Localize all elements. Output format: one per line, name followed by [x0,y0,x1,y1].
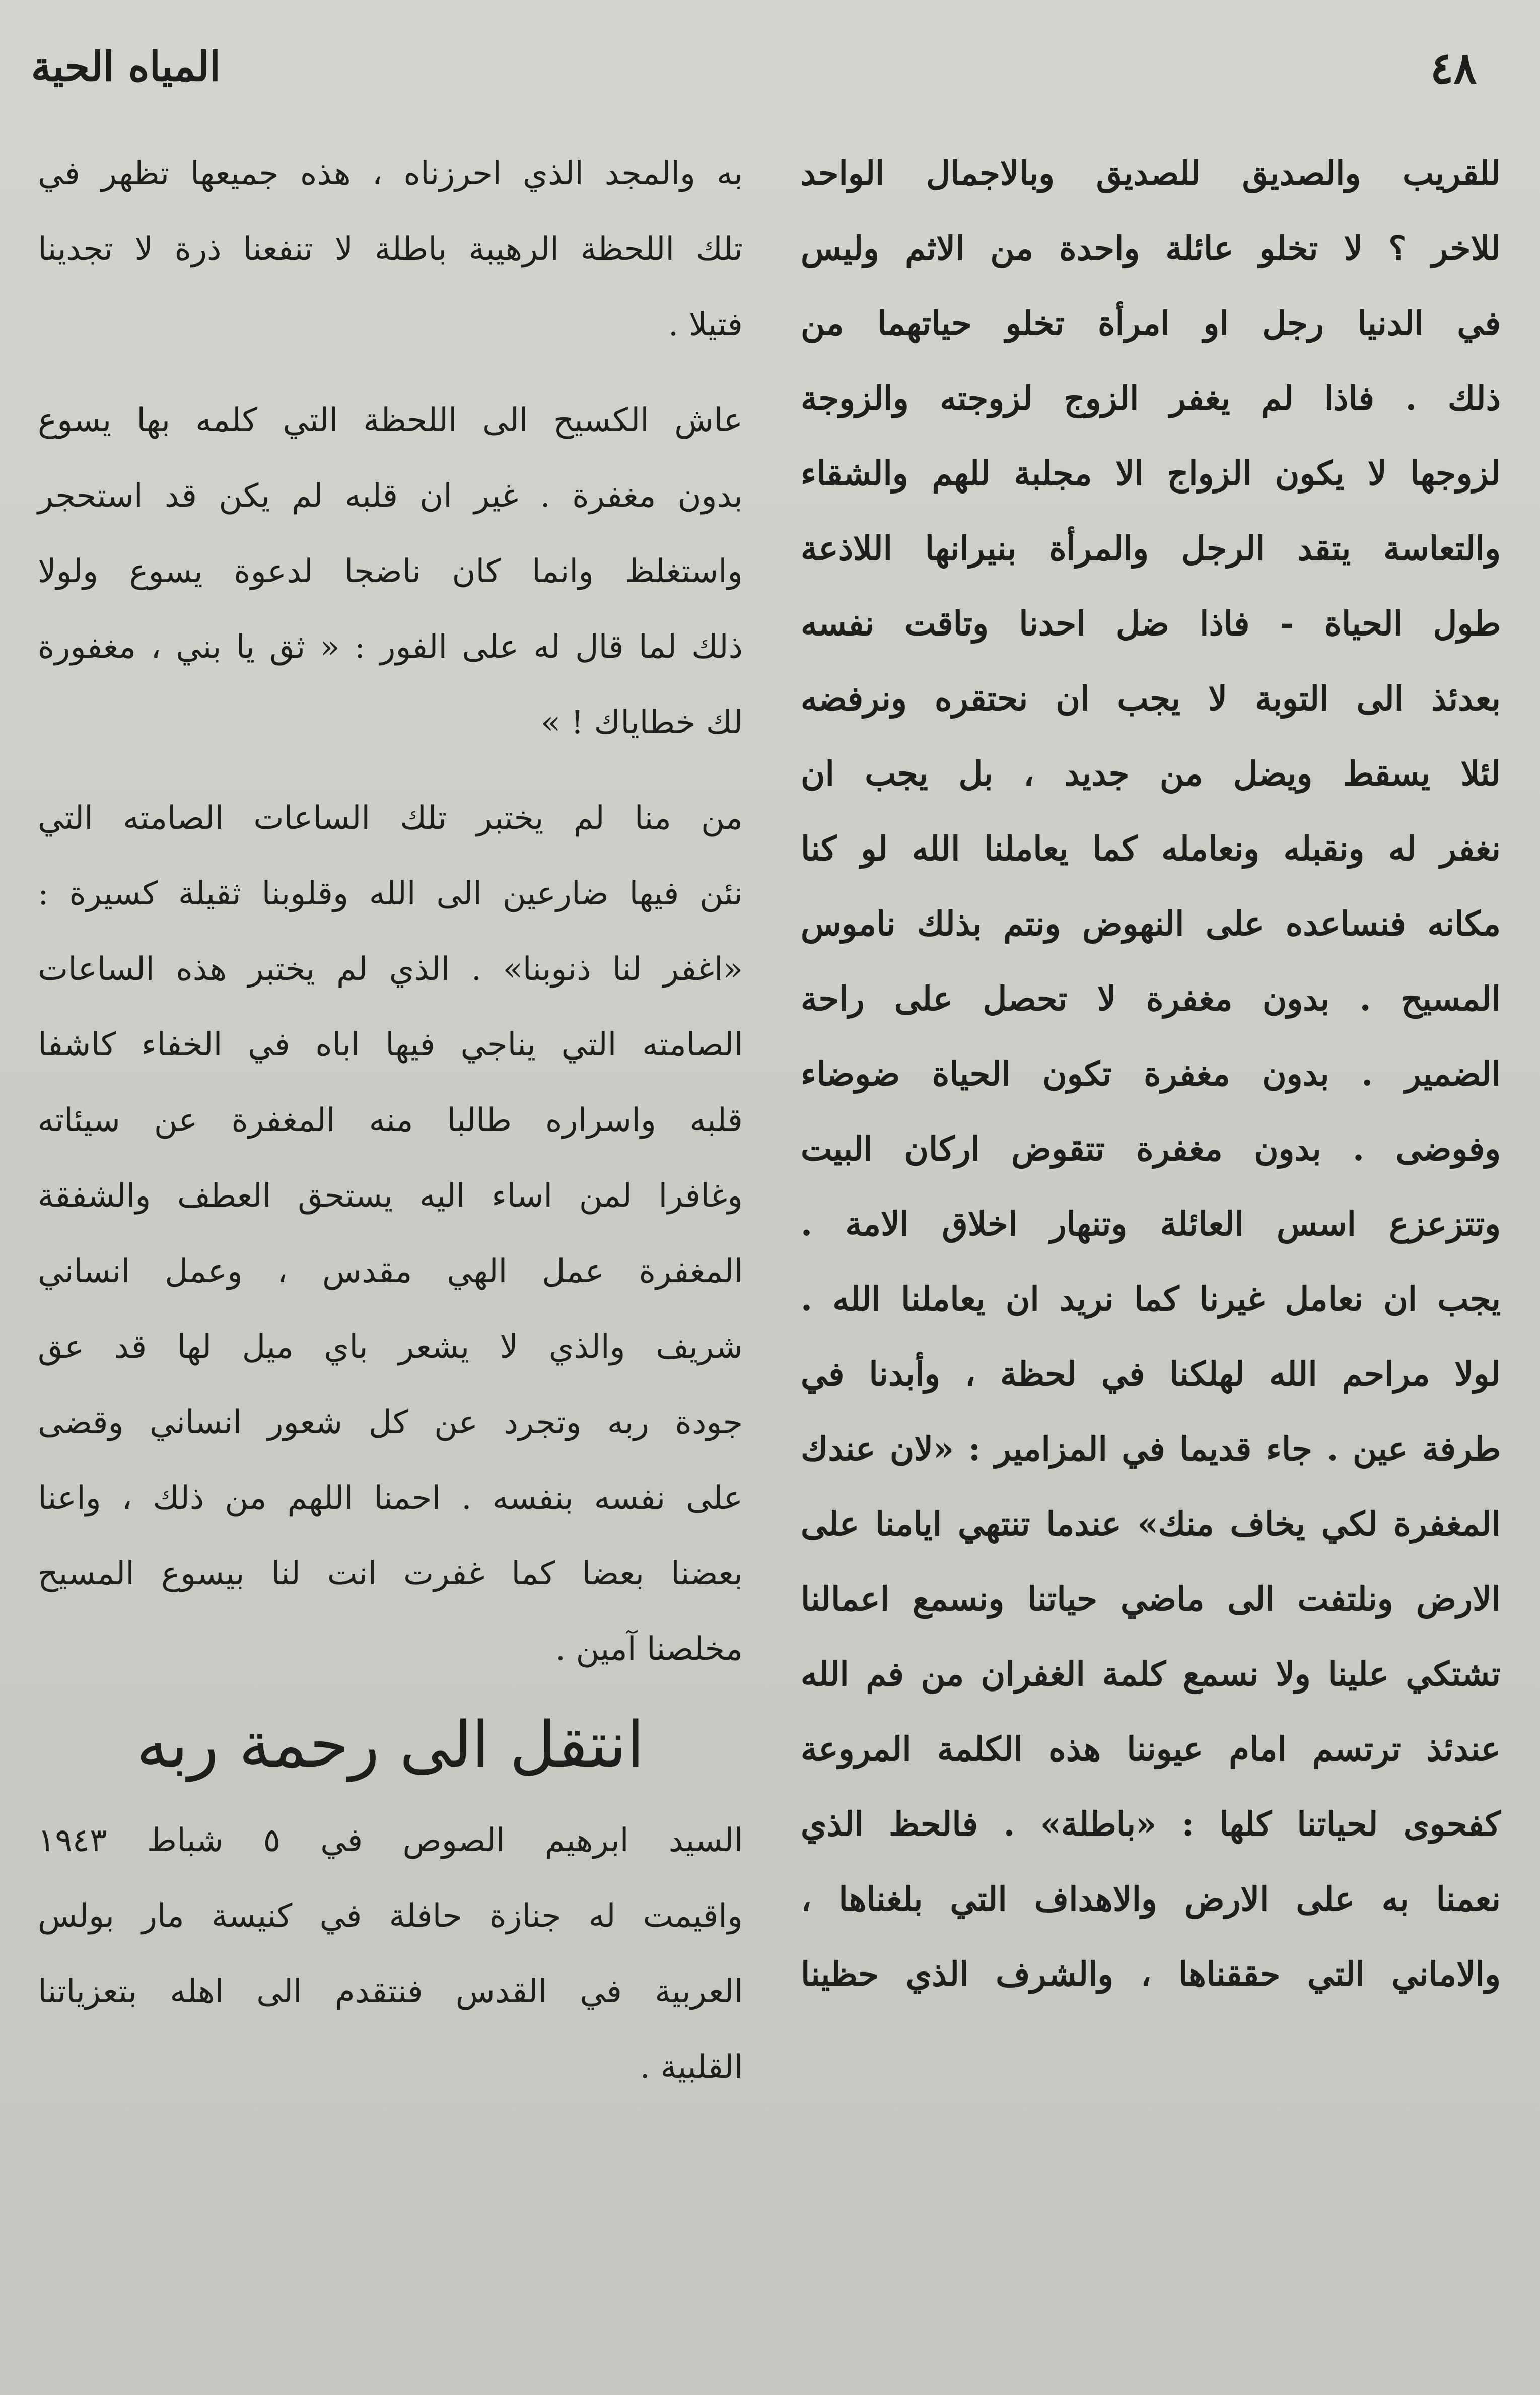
body-line: القلبية . [640,2049,743,2086]
body-line: للاخر ؟ لا تخلو عائلة واحدة من الاثم وليس [801,229,1501,268]
running-title: المياه الحية [31,43,221,90]
body-line: واستغلظ وانما كان ناضجا لدعوة يسوع ولولا [38,553,743,590]
body-line: واقيمت له جنازة حافلة في كنيسة مار بولس [38,1897,743,1935]
body-line: المسيح . بدون مغفرة لا تحصل على راحة [801,979,1501,1018]
body-line: ذلك لما قال له على الفور : « ثق يا بني ، مغفورة [38,628,743,666]
body-line: تشتكي علينا ولا نسمع كلمة الغفران من فم الله [801,1654,1501,1694]
body-line: نغفر له ونقبله ونعامله كما يعاملنا الله لو كنا [801,829,1501,868]
body-line: والاماني التي حققناها ، والشرف الذي حظينا [801,1954,1501,1994]
paragraph [38,136,743,363]
body-line: عندئذ ترتسم امام عيوننا هذه الكلمة المروعة [801,1729,1501,1769]
body-line: وغافرا لمن اساء اليه يستحق العطف والشفقة [38,1177,743,1215]
body-line: ذلك . فاذا لم يغفر الزوج لزوجته والزوجة [801,379,1501,418]
body-line: فتيلا . [668,306,743,343]
body-line: على نفسه بنفسه . احمنا اللهم من ذلك ، واعنا [38,1480,743,1517]
body-line: «اغفر لنا ذنوبنا» . الذي لم يختبر هذه الساعات [38,951,743,988]
body-line: لولا مراحم الله لهلكنا في لحظة ، وأبدنا في [801,1354,1501,1393]
body-line: العربية في القدس فنتقدم الى اهله بتعزياتنا [38,1973,743,2010]
body-line: السيد ابرهيم الصوص في ٥ شباط ١٩٤٣ [38,1822,743,1859]
obituary-notice [38,1803,743,2105]
body-line: بدون مغفرة . غير ان قلبه لم يكن قد استحجر [38,477,743,515]
body-line: الارض ونلتفت الى ماضي حياتنا ونسمع اعمالنا [801,1579,1501,1618]
body-line: الضمير . بدون مغفرة تكون الحياة ضوضاء [801,1054,1501,1093]
body-line: بعدئذ الى التوبة لا يجب ان نحتقره ونرفضه [801,679,1501,718]
body-line: به والمجد الذي احرزناه ، هذه جميعها تظهر في [38,155,743,192]
body-line: نعمنا به على الارض والاهداف التي بلغناها ، [801,1879,1501,1919]
body-line: مخلصنا آمين . [555,1631,743,1668]
body-line: المغفرة لكي يخاف منك» عندما تنتهي ايامنا على [801,1504,1501,1543]
body-line: في الدنيا رجل او امرأة تخلو حياتهما من [801,304,1501,343]
body-line: مكانه فنساعده على النهوض ونتم بذلك ناموس [801,904,1501,943]
body-line: يجب ان نعامل غيرنا كما نريد ان يعاملنا الله . [801,1279,1501,1318]
paragraph [38,781,743,1234]
body-line: قلبه واسراره طالبا منه المغفرة عن سيئاته [38,1102,743,1139]
paragraph [38,383,743,760]
body-line: الصامته التي يناجي فيها اباه في الخفاء كاشفا [38,1026,743,1064]
body-line: من منا لم يختبر تلك الساعات الصامته التي [38,800,743,837]
obituary-heading: انتقل الى رحمة ربه [136,1708,645,1782]
body-line: وفوضى . بدون مغفرة تتقوض اركان البيت [801,1129,1501,1168]
right-column [801,136,1501,2012]
body-line: كفحوى لحياتنا كلها : «باطلة» . فالحظ الذي [801,1804,1501,1844]
body-line: طرفة عين . جاء قديما في المزامير : «لان عندك [801,1429,1501,1468]
body-line: نئن فيها ضارعين الى الله وقلوبنا ثقيلة كسيرة : [38,875,743,912]
body-line: جودة ربه وتجرد عن كل شعور انساني وقضى [38,1404,743,1441]
body-line: وتتزعزع اسس العائلة وتنهار اخلاق الامة . [801,1204,1501,1243]
paragraph [38,1234,743,1687]
body-line: بعضنا بعضا كما غفرت انت لنا بيسوع المسيح [38,1555,743,1592]
body-line: طول الحياة - فاذا ضل احدنا وتاقت نفسه [801,604,1501,643]
body-line: تلك اللحظة الرهيبة باطلة لا تنفعنا ذرة لا تجدينا [38,231,743,268]
body-line: شريف والذي لا يشعر باي ميل لها قد عق [38,1328,743,1366]
page-number: ٤٨ [1430,43,1477,94]
body-line: لئلا يسقط ويضل من جديد ، بل يجب ان [801,754,1501,793]
body-line: والتعاسة يتقد الرجل والمرأة بنيرانها اللاذعة [801,529,1501,568]
body-line: لك خطاياك ! » [541,704,743,741]
body-line: المغفرة عمل الهي مقدس ، وعمل انساني [38,1253,743,1290]
body-line: للقريب والصديق للصديق وبالاجمال الواحد [801,154,1501,193]
body-line: عاش الكسيح الى اللحظة التي كلمه بها يسوع [38,402,743,439]
body-line: لزوجها لا يكون الزواج الا مجلبة للهم والشقاء [801,454,1501,493]
left-column [38,136,743,2105]
